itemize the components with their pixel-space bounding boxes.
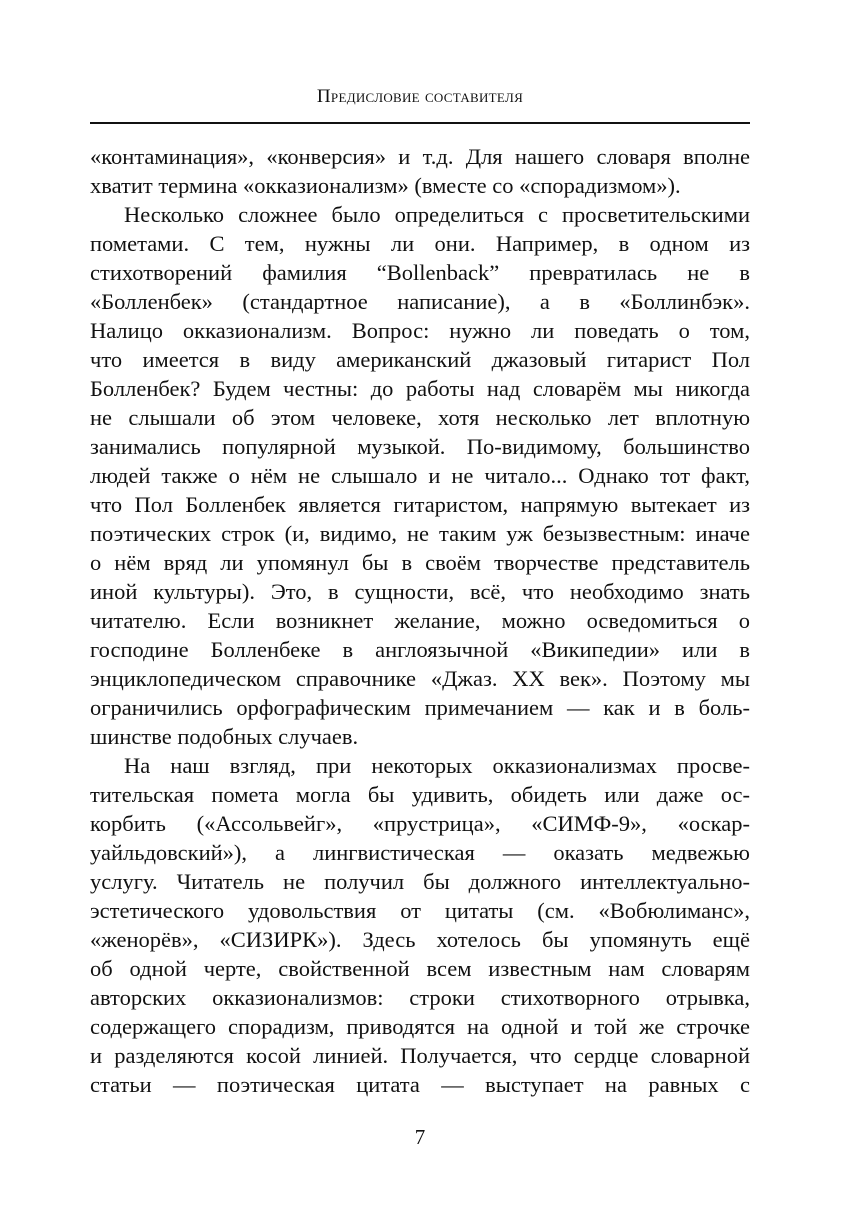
text-line: не слышали об этом человеке, хотя несколько лет вплотную: [90, 405, 750, 430]
text-line: услугу. Читатель не получил бы должного интеллектуально-: [90, 869, 750, 894]
header-rule: [90, 122, 750, 124]
text-line: статьи — поэтическая цитата — выступает на равных с: [90, 1072, 750, 1097]
text-line: господине Болленбеке в англоязычной «Википедии» или в: [90, 637, 750, 662]
text-line: тительская помета могла бы удивить, обидеть или даже ос-: [90, 782, 750, 807]
text-line: что имеется в виду американский джазовый гитарист Пол: [90, 347, 750, 372]
text-line: стихотворений фамилия “Bollenback” превратилась не в: [90, 260, 750, 285]
text-line: Болленбек? Будем честны: до работы над словарём мы никогда: [90, 376, 750, 401]
text-line: уайльдовский»), а лингвистическая — оказать медвежью: [90, 840, 750, 865]
text-line: авторских окказионализмов: строки стихотворного отрывка,: [90, 985, 750, 1010]
text-line: иной культуры). Это, в сущности, всё, что необходимо знать: [90, 579, 750, 604]
text-line: занимались популярной музыкой. По-видимому, большинство: [90, 434, 750, 459]
text-line: людей также о нём не слышало и не читало... Однако тот факт,: [90, 463, 750, 488]
text-line: эстетического удовольствия от цитаты (см. «Вобюлиманс»,: [90, 898, 750, 923]
text-line: о нём вряд ли упомянул бы в своём творчестве представитель: [90, 550, 750, 575]
text-line: На наш взгляд, при некоторых окказионализмах просве-: [124, 753, 750, 778]
text-line: энциклопедическом справочнике «Джаз. XX век». Поэтому мы: [90, 666, 750, 691]
text-line: ограничились орфографическим примечанием — как и в боль-: [90, 695, 750, 720]
text-line: читателю. Если возникнет желание, можно осведомиться о: [90, 608, 750, 633]
text-line: и разделяются косой линией. Получается, что сердце словарной: [90, 1043, 750, 1068]
text-line: «Болленбек» (стандартное написание), а в «Боллинбэк».: [90, 289, 750, 314]
text-line: Налицо окказионализм. Вопрос: нужно ли поведать о том,: [90, 318, 750, 343]
text-line: шинстве подобных случаев.: [90, 724, 359, 749]
text-line: что Пол Болленбек является гитаристом, напрямую вытекает из: [90, 492, 750, 517]
text-line: корбить («Ассольвейг», «прустрица», «СИМФ-9», «оскар-: [90, 811, 750, 836]
text-line: Несколько сложнее было определиться с просветительскими: [124, 202, 750, 227]
text-line: хватит термина «окказионализм» (вместе со «спорадизмом»).: [90, 173, 681, 198]
text-line: «женорёв», «СИЗИРК»). Здесь хотелось бы упомянуть ещё: [90, 927, 750, 952]
body-text: [90, 142, 750, 1099]
running-head: Предисловие составителя: [316, 86, 524, 107]
text-line: об одной черте, свойственной всем известным нам словарям: [90, 956, 750, 981]
text-line: поэтических строк (и, видимо, не таким уж безызвестным: иначе: [90, 521, 750, 546]
text-line: «контаминация», «конверсия» и т.д. Для нашего словаря вполне: [90, 144, 750, 169]
text-line: содержащего спорадизм, приводятся на одной и той же строчке: [90, 1014, 750, 1039]
page-number: 7: [414, 1125, 426, 1149]
text-line: пометами. С тем, нужны ли они. Например, в одном из: [90, 231, 750, 256]
